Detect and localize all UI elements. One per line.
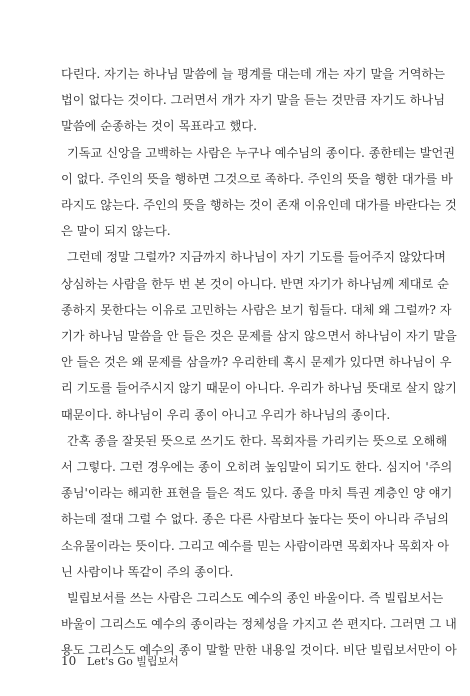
text-line: 서 그렇다. 그런 경우에는 종이 오히려 높임말이 되기도 한다. 심지어 '주의 bbox=[61, 460, 453, 474]
text-line: 용도 그리스도 예수의 종이 말할 만한 내용일 것이다. 비단 빌립보서만이 아 bbox=[61, 643, 457, 658]
text-line: 그런데 정말 그럴까? 지금까지 하나님이 자기 기도를 들어주지 않았다며 bbox=[67, 250, 446, 265]
text-line: 상심하는 사람을 한두 번 본 것이 아니다. 반면 자기가 하나님께 제대로 순 bbox=[61, 276, 449, 291]
text-line: 때문이다. 하나님이 우리 종이 아니고 우리가 하나님의 종이다. bbox=[61, 407, 391, 422]
text-line: 리 기도를 들어주시지 않기 때문이 아니다. 우리가 하나님 뜻대로 살지 않기 bbox=[61, 381, 457, 396]
text-line: 바울이 그리스도 예수의 종이라는 정체성을 가지고 쓴 편지다. 그러면 그 내 bbox=[61, 617, 457, 632]
page-number: 10 bbox=[61, 654, 77, 668]
running-title: Let's Go 빌립보서 bbox=[87, 655, 179, 668]
text-line: 닌 사람이나 똑같이 주의 종이다. bbox=[61, 564, 234, 579]
text-line: 법이 없다는 것이다. 그러면서 개가 자기 말을 듣는 것만큼 자기도 하나님 bbox=[61, 93, 446, 108]
text-line: 기독교 신앙을 고백하는 사람은 누구나 예수님의 종이다. 종한테는 발언권 bbox=[67, 145, 456, 160]
text-line: 종님'이라는 해괴한 표현을 들은 적도 있다. 종을 마치 특권 계층인 양 얘기 bbox=[61, 486, 453, 501]
text-line: 종하지 못한다는 이유로 고민하는 사람은 보기 힘들다. 대체 왜 그럴까? 자 bbox=[61, 302, 452, 317]
text-line: 간혹 종을 잘못된 뜻으로 쓰기도 한다. 목회자를 가리키는 뜻으로 오해해 bbox=[67, 433, 448, 448]
text-line: 기가 하나님 말씀을 안 들은 것은 문제를 삼지 않으면서 하나님이 자기 말을 bbox=[61, 329, 457, 343]
text-line: 말씀에 순종하는 것이 목표라고 했다. bbox=[61, 119, 257, 134]
text-line: 이 없다. 주인의 뜻을 행하면 그것으로 족하다. 주인의 뜻을 행한 대가를 바 bbox=[61, 171, 453, 186]
page-footer bbox=[61, 651, 179, 671]
text-line: 다린다. 자기는 하나님 말씀에 늘 평계를 대는데 개는 자기 말을 거역하는 bbox=[61, 67, 446, 81]
text-line: 은 말이 되지 않는다. bbox=[61, 224, 171, 239]
text-line: 하는데 절대 그럴 수 없다. 종은 다른 사람보다 높다는 뜻이 아니라 주님의 bbox=[61, 512, 449, 527]
text-line: 빌립보서를 쓰는 사람은 그리스도 예수의 종인 바울이다. 즉 빌립보서는 bbox=[67, 591, 444, 605]
text-line: 소유물이라는 뜻이다. 그리고 예수를 믿는 사람이라면 목회자나 목회자 아 bbox=[61, 538, 450, 553]
text-line: 라지도 않는다. 주인의 뜻을 행하는 것이 존재 이유인데 대가를 바란다는 것 bbox=[61, 198, 457, 212]
text-line: 안 들은 것은 왜 문제를 삼을까? 우리한테 혹시 문제가 있다면 하나님이 우 bbox=[61, 355, 452, 370]
